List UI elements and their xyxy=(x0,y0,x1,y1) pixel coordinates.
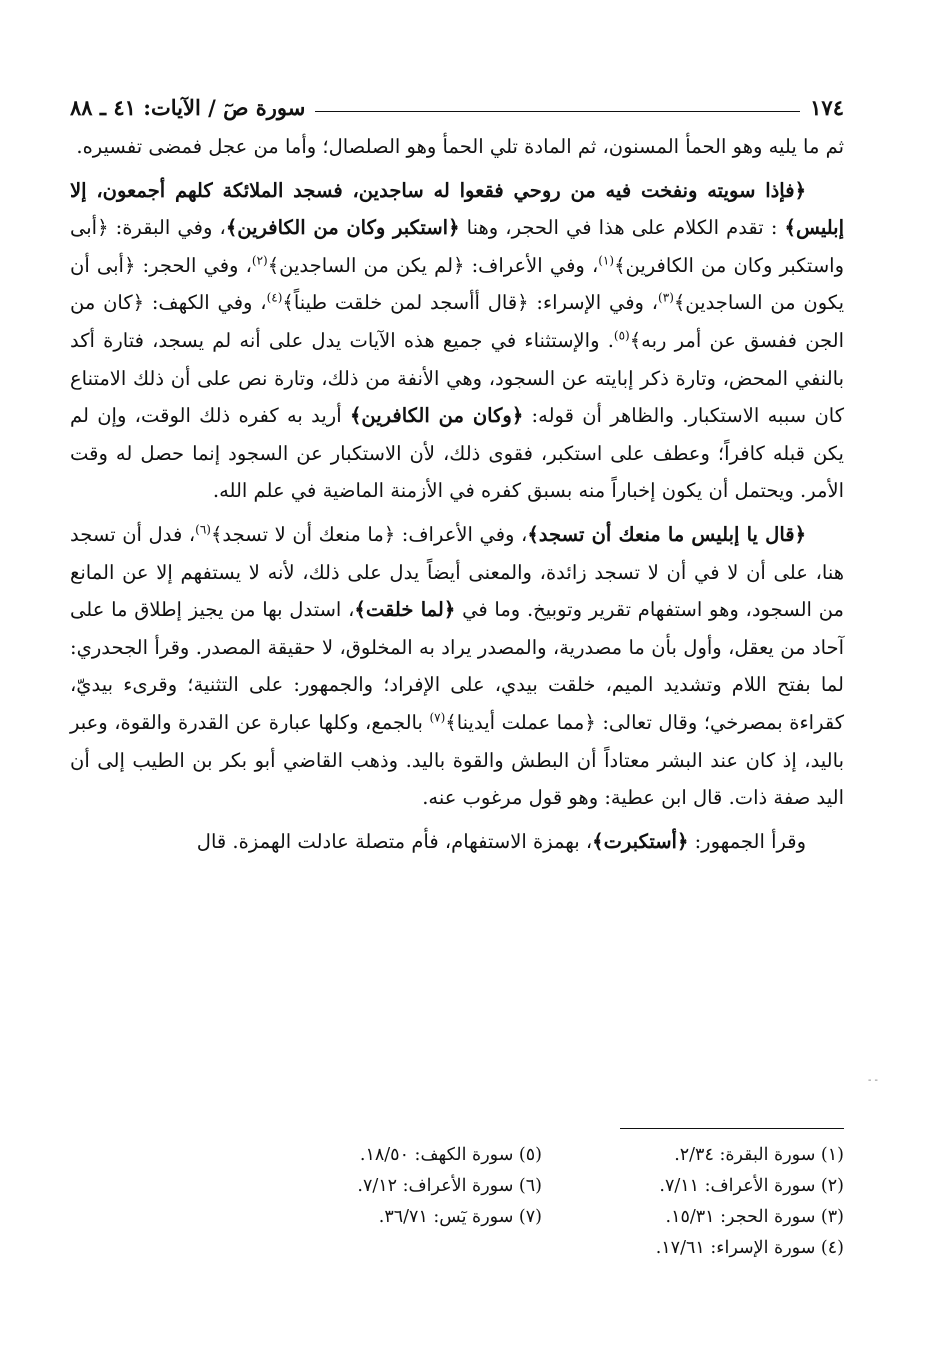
footnotes-column-right xyxy=(542,1140,844,1264)
header-title: سورة صٓ / الآيات: ٤١ ـ ٨٨ xyxy=(70,95,306,120)
quranic-quote: ﴿أستكبرت﴾ xyxy=(592,829,689,853)
footnote: (٣) سورة الحجر: ١٥/٣١. xyxy=(665,1207,844,1227)
header-rule xyxy=(315,111,800,112)
footnote-ref: (٦) xyxy=(195,522,211,537)
footnote-ref: (٢) xyxy=(251,253,268,268)
paragraph xyxy=(70,823,844,861)
footnote-ref: (٤) xyxy=(266,290,283,305)
margin-mark: - - xyxy=(868,1075,878,1086)
text-segment: ، وفي الكهف: ﴿كان من الجن ففسق عن أمر ربه﴾ xyxy=(70,291,844,352)
footnote-ref: (١) xyxy=(598,253,615,268)
text-segment: وقرأ الجمهور: xyxy=(688,829,806,853)
text-segment: ثم ما يليه وهو الحمأ المسنون، ثم المادة تلي الحمأ وهو الصلصال؛ وأما من عجل فمضى تفسيره. xyxy=(76,135,844,158)
footnote: (٥) سورة الكهف: ١٨/٥٠. xyxy=(359,1145,542,1165)
paragraph xyxy=(70,128,844,166)
text-segment: ، فدل أن تسجد هنا، على أن لا في أن لا تسجد زائدة، والمعنى أيضاً يدل على ذلك، لأنه لا يستفهم إلا عن المانع من السجود، وهو استفهام تقرير وتوبيخ. وما في xyxy=(70,522,845,622)
text-segment: بالجمع، وكلها عبارة عن القدرة والقوة، وعبر باليد، إذ كان عند البشر معتاداً أن البطش والقوة باليد. وذهب القاضي أبو بكر بن الطيب إلى أن اليد صفة ذات. قال ابن عطية: وهو قول مرغوب عنه. xyxy=(70,710,844,810)
text-segment: ، وفي الحجر: ﴿أبى أن يكون من الساجدين﴾ xyxy=(70,253,845,315)
footnotes-column-left xyxy=(240,1140,542,1264)
quranic-quote: ﴿قال يا إبليس ما منعك أن تسجد﴾ xyxy=(527,522,807,546)
text-segment: ، وفي الإسراء: ﴿قال أأسجد لمن خلقت طيناً﴾ xyxy=(282,291,659,315)
running-header xyxy=(70,86,844,120)
footnote-ref: (٧) xyxy=(429,710,446,725)
main-text xyxy=(70,128,844,860)
footnote-ref: (٥) xyxy=(613,328,630,343)
page-number: ١٧٤ xyxy=(810,95,844,120)
paragraph xyxy=(70,172,844,510)
text-segment: ، وفي البقرة: ﴿أبى واستكبر وكان من الكافرين﴾ xyxy=(70,216,844,277)
text-segment: . والإستثناء في جميع هذه الآيات يدل على أنه لم يسجد، فتارة أكد بالنفي المحض، وتارة ذكر إبايته عن السجود، وهي الأنفة من ذلك، وتارة نص على أن ذلك الامتناع كان سببه الاستكبار. والظاهر أن قوله: xyxy=(70,328,844,428)
footnote: (٢) سورة الأعراف: ٧/١١. xyxy=(659,1176,844,1196)
quranic-quote: ﴿وكان من الكافرين﴾ xyxy=(349,404,524,428)
footnote: (١) سورة البقرة: ٢/٣٤. xyxy=(674,1145,844,1165)
text-segment: : تقدم الكلام على هذا في الحجر، وهنا xyxy=(459,216,785,240)
paragraph xyxy=(70,516,844,817)
quranic-quote: ﴿فإذا سويته ونفخت فيه من روحي فقعوا له ساجدين، فسجد الملائكة كلهم أجمعون، إلا إبليس﴾ xyxy=(70,178,845,240)
text-segment: ، وفي الأعراف: ﴿لم يكن من الساجدين﴾ xyxy=(267,253,599,277)
text-segment: ، بهمزة الاستفهام، فأم متصلة عادلت الهمزة. قال xyxy=(196,829,593,853)
footnote: (٦) سورة الأعراف: ٧/١٢. xyxy=(357,1176,542,1196)
footnote: (٤) سورة الإسراء: ١٧/٦١. xyxy=(655,1238,844,1258)
text-segment: ، وفي الأعراف: ﴿ما منعك أن لا تسجد﴾ xyxy=(210,522,528,546)
footnote-separator xyxy=(620,1128,844,1129)
footnote: (٧) سورة يٓس: ٣٦/٧١. xyxy=(378,1207,542,1227)
text-segment: ، استدل بها من يجيز إطلاق ما على آحاد من يعقل، وأول بأن ما مصدرية، والمصدر يراد به المخلوق، لا حقيقة المصدر. وقرأ الجحدري: لما بفتح اللام وتشديد الميم، خلقت بيدي، على الإفراد؛ والجمهور: على التثنية؛ وقرىء بيديّ، كقراءة بمصرخي؛ وقال تعالى: ﴿مما عملت أيدينا﴾ xyxy=(70,598,844,734)
footnote-ref: (٣) xyxy=(658,290,674,305)
quranic-quote: ﴿استكبر وكان من الكافرين﴾ xyxy=(225,216,460,240)
footnotes xyxy=(240,1140,844,1264)
text-segment: أريد به كفره ذلك الوقت، وإن لم يكن قبله كافراً؛ وعطف على استكبر، فقوى ذلك، لأن الاستكبار عن السجود إنما حصل له وقت الأمر. ويحتمل أن يكون إخباراً منه بسبق كفره في الأزمنة الماضية في علم الله. xyxy=(70,404,844,503)
quranic-quote: ﴿لما خلقت﴾ xyxy=(354,598,456,622)
